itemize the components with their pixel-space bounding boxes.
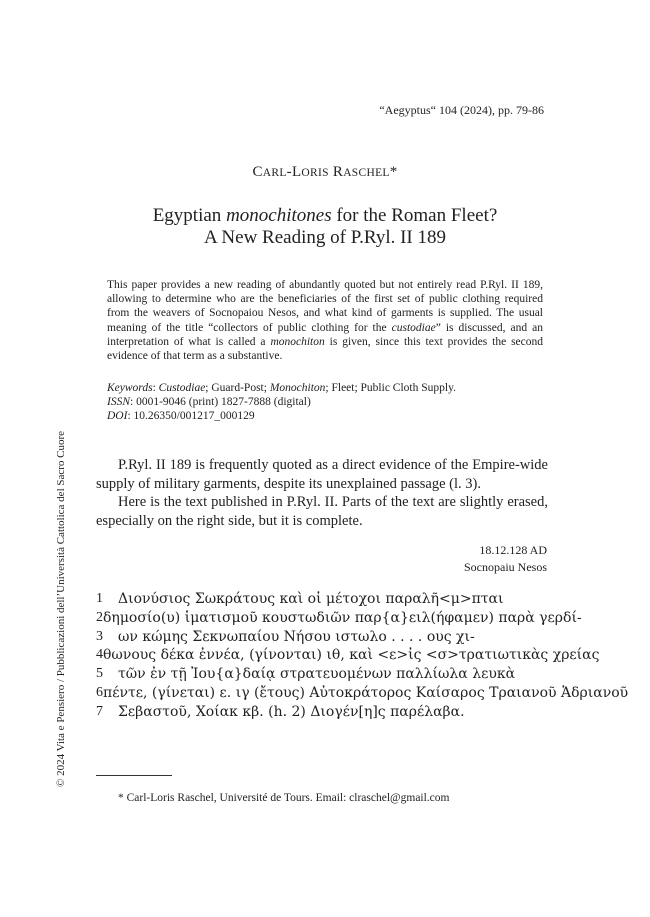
title-line-2: A New Reading of P.Ryl. II 189 [204,227,446,248]
greek-line: 6 πέντε, (γίνεται) ε. ιγ (ἔτους) Αὐτοκράτορος Καίσαρος Τραιανοῦ Ἁδριανοῦ [96,684,629,701]
greek-line: 3 ων κώμης Σεκνωπαίου Νήσου ιστωλο . . . . ους χι- [96,628,475,645]
title-line-1: Egyptian monochitones for the Roman Fleet? [152,205,498,226]
abstract: This paper provides a new reading of abundantly quoted but not entirely read P.Ryl. II 189, allowing to determine who are the beneficiaries of the first set of public clothing required from the weavers of Socnopaiou Nesos, and what kind of garments is supplied. The usual meaning of the title “collectors of public clothing for the custodiae” is discussed, and an interpretation of what is called a monochiton is given, since this text provides the second evidence of that term as a substantive. [107,279,544,363]
doi: DOI: 10.26350/001217_000129 [107,410,255,422]
issn: ISSN: 0001-9046 (print) 1827-7888 (digital) [107,396,311,408]
document-place: Socnopaiu Nesos [464,560,547,574]
greek-line: 7 Σεβαστοῦ, Χοίακ κβ. (h. 2) Διογέν[η]ς παρέλαβα. [96,703,465,720]
greek-line: 2 δημοσίο(υ) ἱματισμοῦ κουστωδιῶν παρ{α}ειλ(ήφαμεν) παρὰ γερδί- [96,609,582,626]
footnote-divider [96,775,172,776]
greek-line: 5 τῶν ἐν τῇ Ἰου{α}δαίᾳ στρατευομένων παλλίωλα λευκὰ [96,666,516,683]
document-date: 18.12.128 AD [479,543,547,557]
body-text [96,456,548,530]
footnote: * Carl-Loris Raschel, Université de Tours. Email: clraschel@gmail.com [118,792,450,804]
body-paragraph-2: Here is the text published in P.Ryl. II. Parts of the text are slightly erased, especially on the right side, but it is complete. [96,494,548,529]
greek-line: 1 Διονύσιος Σωκράτους καὶ οἱ μέτοχοι παραλῆ<μ>πται [96,591,504,607]
greek-transcription [96,590,629,722]
body-paragraph-1: P.Ryl. II 189 is frequently quoted as a direct evidence of the Empire-wide supply of military garments, despite its unexplained passage (l. 3). [96,457,548,492]
journal-reference: “Aegyptus“ 104 (2024), pp. 79-86 [379,103,544,117]
author-name: CARL-LORIS RASCHEL* [252,164,398,180]
keywords: Keywords: Custodiae; Guard-Post; Monochiton; Fleet; Public Cloth Supply. [107,382,456,394]
article-metadata [107,381,543,423]
greek-line: 4 θωνους δέκα ἐννέα, (γίνονται) ιθ, καὶ <ε>ἰς <σ>τρατιωτικὰς χρείας [96,647,600,664]
paper-title [0,205,650,249]
copyright-sidebar: © 2024 Vita e Pensiero / Pubblicazioni dell’Università Cattolica del Sacro Cuore [55,430,67,787]
date-place [464,542,547,576]
